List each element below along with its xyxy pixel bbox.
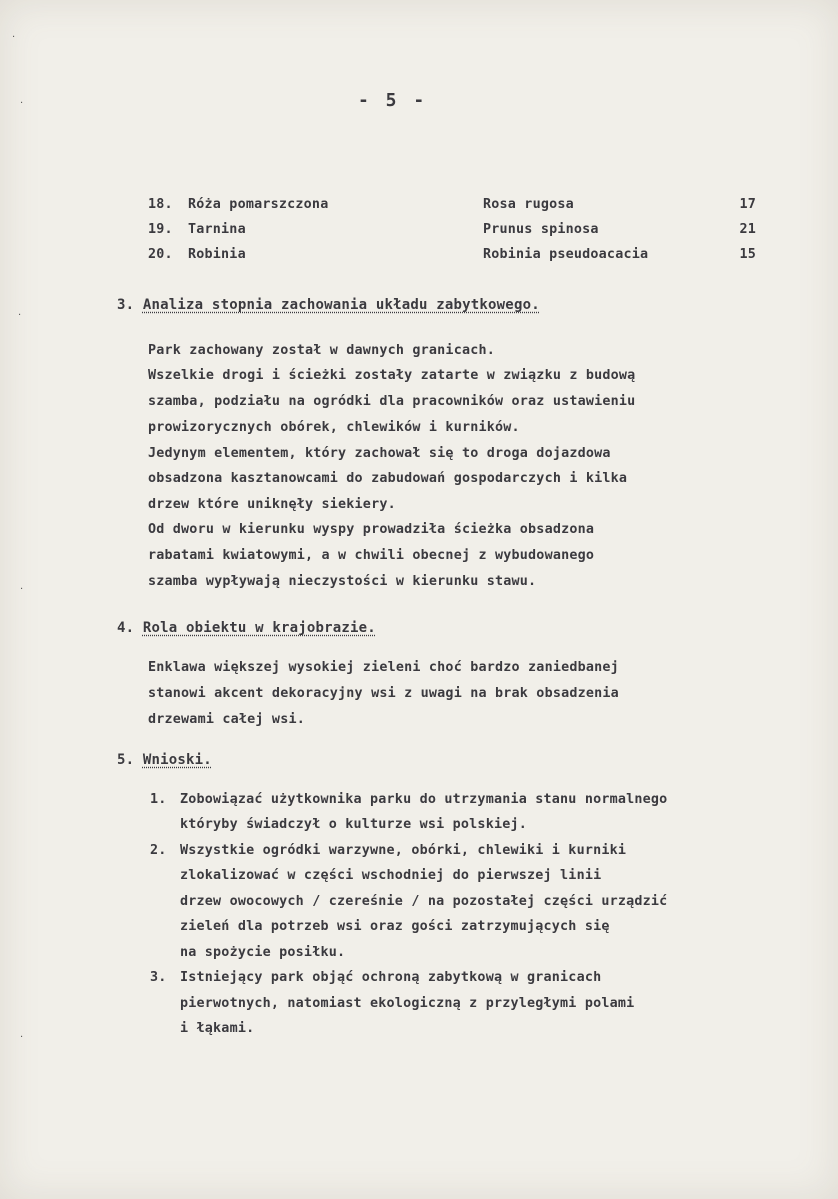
text-line: rabatami kwiatowymi, a w chwili obecnej z wybudowanego (148, 548, 595, 563)
text-line: drzew owocowych / czereśnie / na pozostałej części urządzić (180, 894, 668, 909)
text-line: zlokalizować w części wschodniej do pierwszej linii (180, 868, 602, 883)
list-item-number: 3. (150, 970, 167, 985)
list-item-number: 2. (150, 843, 167, 858)
text-line: pierwotnych, natomiast ekologiczną z przyległymi polami (180, 996, 635, 1011)
text-line: Wszystkie ogródki warzywne, obórki, chlewiki i kurniki (180, 843, 627, 858)
text-line: Istniejący park objąć ochroną zabytkową w granicach (180, 970, 602, 985)
margin-mark: · (12, 32, 16, 43)
section-number: 3. (117, 297, 135, 313)
text-line: Wszelkie drogi i ścieżki zostały zatarte w związku z budową (148, 368, 636, 383)
plant-polish-name: Robinia (188, 247, 246, 262)
page-number: - 5 - (358, 90, 428, 111)
plant-latin-name: Robinia pseudoacacia (483, 247, 649, 262)
text-line: któryby świadczył o kulturze wsi polskiej. (180, 817, 527, 832)
text-line: zieleń dla potrzeb wsi oraz gości zatrzymujących się (180, 919, 610, 934)
plant-latin-name: Prunus spinosa (483, 222, 599, 237)
section-heading (117, 297, 540, 313)
plant-count: 15 (739, 247, 756, 262)
text-line: prowizorycznych obórek, chlewików i kurników. (148, 420, 520, 435)
text-line: szamba wypływają nieczystości w kierunku stawu. (148, 574, 537, 589)
margin-mark: · (20, 1032, 24, 1043)
text-line: drzewami całej wsi. (148, 712, 305, 727)
list-item-number: 1. (150, 792, 167, 807)
text-line: stanowi akcent dekoracyjny wsi z uwagi na brak obsadzenia (148, 686, 619, 701)
plant-count: 21 (739, 222, 756, 237)
text-line: obsadzona kasztanowcami do zabudowań gospodarczych i kilka (148, 471, 628, 486)
text-line: na spożycie posiłku. (180, 945, 346, 960)
plant-polish-name: Róża pomarszczona (188, 197, 329, 212)
plant-count: 17 (739, 197, 756, 212)
text-line: Park zachowany został w dawnych granicach. (148, 343, 495, 358)
text-line: drzew które uniknęły siekiery. (148, 497, 396, 512)
text-line: Od dworu w kierunku wyspy prowadziła ścieżka obsadzona (148, 522, 595, 537)
section-number: 4. (117, 620, 135, 636)
section-number: 5. (117, 752, 135, 768)
text-line: Zobowiązać użytkownika parku do utrzymania stanu normalnego (180, 792, 668, 807)
section-heading (117, 752, 212, 768)
section-title: Rola obiektu w krajobrazie. (142, 620, 376, 636)
plant-index: 19. (148, 222, 173, 237)
section-title: Analiza stopnia zachowania układu zabytkowego. (142, 297, 540, 313)
plant-index: 20. (148, 247, 173, 262)
section-heading (117, 620, 376, 636)
margin-mark: · (20, 584, 24, 595)
text-line: szamba, podziału na ogródki dla pracowników oraz ustawieniu (148, 394, 636, 409)
plant-index: 18. (148, 197, 173, 212)
plant-polish-name: Tarnina (188, 222, 246, 237)
text-line: i łąkami. (180, 1021, 255, 1036)
margin-mark: · (18, 310, 22, 321)
margin-mark: · (20, 98, 24, 109)
text-line: Jedynym elementem, który zachował się to droga dojazdowa (148, 446, 611, 461)
text-line: Enklawa większej wysokiej zieleni choć bardzo zaniedbanej (148, 660, 619, 675)
plant-latin-name: Rosa rugosa (483, 197, 574, 212)
section-title: Wnioski. (142, 752, 212, 768)
